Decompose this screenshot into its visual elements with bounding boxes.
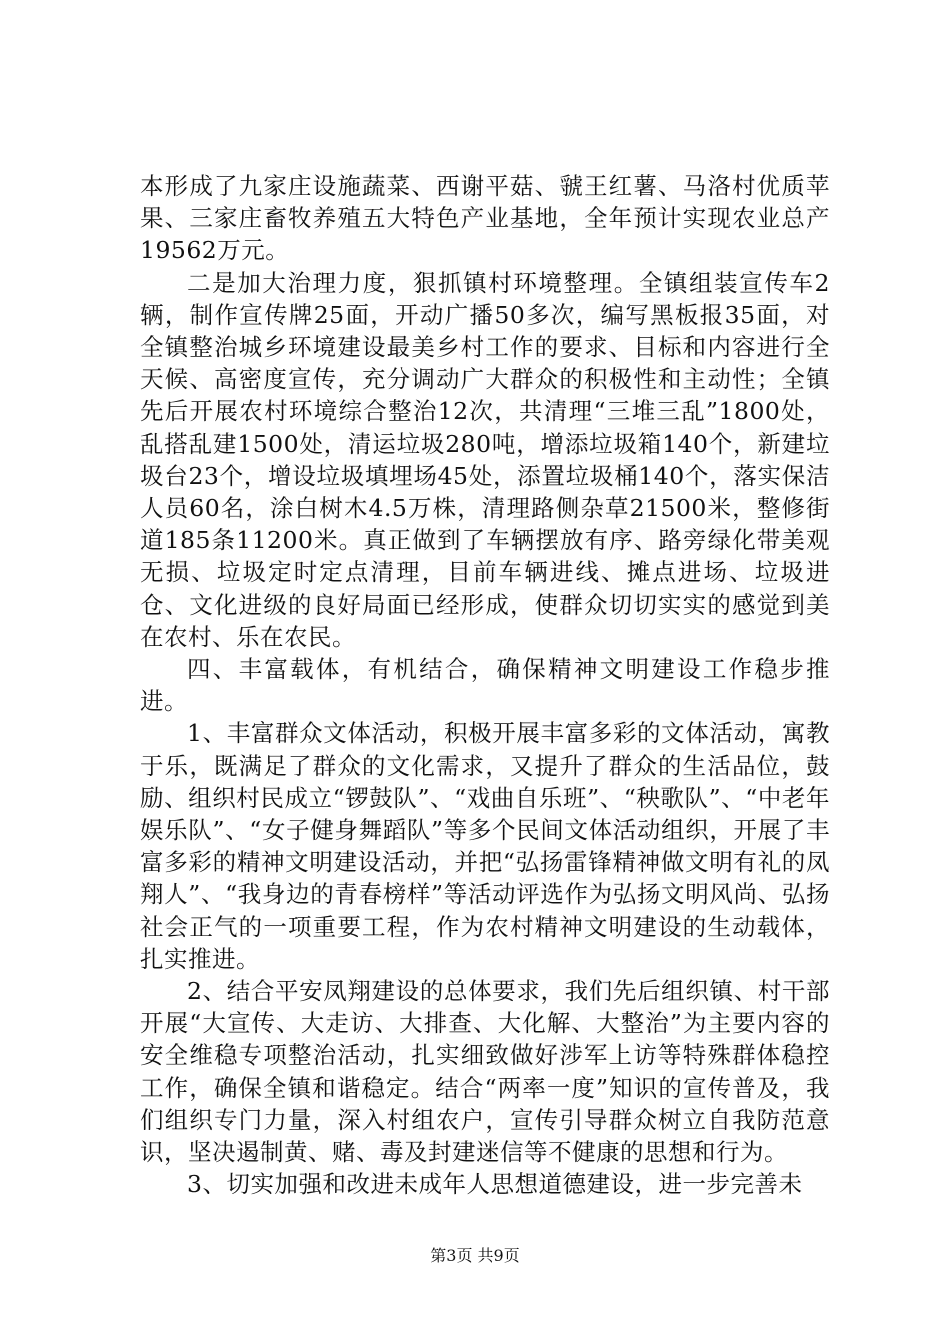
page-number-footer: 第3页 共9页 xyxy=(430,1246,520,1265)
paragraph-continuation: 本形成了九家庄设施蔬菜、西谢平菇、虢王红薯、马洛村优质苹果、三家庄畜牧养殖五大特色产业基地，全年预计实现农业总产19562万元。 xyxy=(140,172,830,265)
paragraph-item-1: 1、丰富群众文体活动，积极开展丰富多彩的文体活动，寓教于乐，既满足了群众的文化需求，又提升了群众的生活品位，鼓励、组织村民成立“锣鼓队”、“戏曲自乐班”、“秧歌队”、“中老年娱乐队”、“女子健身舞蹈队”等多个民间文体活动组织，开展了丰富多彩的精神文明建设活动，并把“弘扬雷锋精神做文明有礼的凤翔人”、“我身边的青春榜样”等活动评选作为弘扬文明风尚、弘扬社会正气的一项重要工程，作为农村精神文明建设的生动载体，扎实推进。 xyxy=(140,719,830,973)
body-text xyxy=(140,170,830,1201)
section-heading-four: 四、丰富载体，有机结合，确保精神文明建设工作稳步推进。 xyxy=(140,655,830,716)
paragraph-item-3: 3、切实加强和改进未成年人思想道德建设，进一步完善未 xyxy=(187,1170,803,1199)
paragraph-item-2: 2、结合平安凤翔建设的总体要求，我们先后组织镇、村干部开展“大宣传、大走访、大排查、大化解、大整治”为主要内容的安全维稳专项整治活动，扎实细致做好涉军上访等特殊群体稳控工作，确保全镇和谐稳定。结合“两率一度”知识的宣传普及，我们组织专门力量，深入村组农户，宣传引导群众树立自我防范意识，坚决遏制黄、赌、毒及封建迷信等不健康的思想和行为。 xyxy=(140,977,830,1167)
paragraph-environment-rectification: 二是加大治理力度，狠抓镇村环境整理。全镇组装宣传车2辆，制作宣传牌25面，开动广播50多次，编写黑板报35面，对全镇整治城乡环境建设最美乡村工作的要求、目标和内容进行全天候、高密度宣传，充分调动广大群众的积极性和主动性；全镇先后开展农村环境综合整治12次，共清理“三堆三乱”1800处，乱搭乱建1500处，清运垃圾280吨，增添垃圾箱140个，新建垃圾台23个，增设垃圾填埋场45处，添置垃圾桶140个，落实保洁人员60名，涂白树木4.5万株，清理路侧杂草21500米，整修街道185条11200米。真正做到了车辆摆放有序、路旁绿化带美观无损、垃圾定时定点清理，目前车辆进线、摊点进场、垃圾进仓、文化进级的良好局面已经形成，使群众切切实实的感觉到美在农村、乐在农民。 xyxy=(140,268,830,651)
